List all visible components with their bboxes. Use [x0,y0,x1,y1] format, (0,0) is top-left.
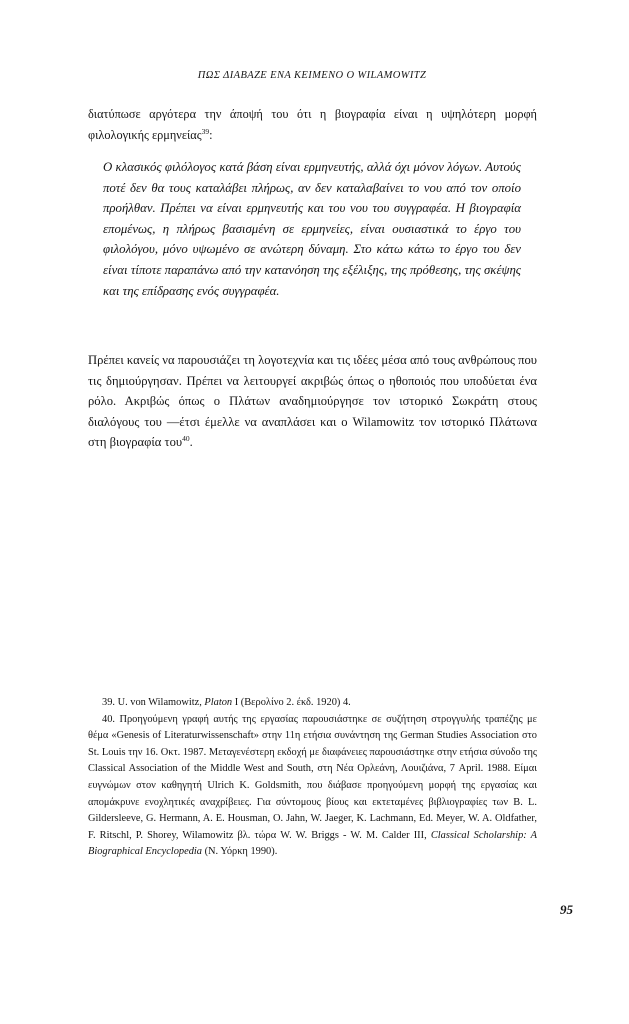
block-quote: Ο κλασικός φιλόλογος κατά βάση είναι ερμηνευτής, αλλά όχι μόνον λόγων. Αυτούς ποτέ δεν θα τους καταλάβει πλήρως, αν δεν καταλαβαίνει το νου από τον οποίο προήλθαν. Πρέπει να είναι ερμηνευτής και του νου του συγγραφέα. Η βιογραφία επομένως, η πλήρως βασισμένη σε ερμηνείες, είναι ουσιαστικά το έργο του φιλολόγου, μόνο υψωμένο σε ανώτερη δύναμη. Στο κάτω κάτω το έργο του δεν είναι τίποτε παραπάνω από την κατανόηση της εξέλιξης, της πρόθεσης, της σκέψης και της επίδρασης ενός συγγραφέα. [103,160,521,298]
fn40-title: Classical Scholarship: A Biographical Encyclopedia [88,829,537,858]
body-paragraph [88,350,537,453]
fn39-rest: I (Βερολίνο 2. έκδ. 1920) 4. [232,697,351,708]
page-number: 95 [560,902,573,917]
intro-end: : [209,127,213,142]
footnote-ref-40: 40 [182,433,190,443]
fn39-title: Platon [204,697,233,708]
footnote-40 [88,712,537,861]
fn40-lead: 40. Προηγούμενη γραφή αυτής της εργασίας παρουσιάστηκε σε συζήτηση στρογγυλής τραπέζης με θέμα «Genesis of Literaturwissenschaft» στην 11η ετήσια συνάντηση της German Studies Association στο St. Louis την 16. Οκτ. 1987. Μεταγενέστερη εκδοχή με διαφάνειες παρουσιάστηκε στην ετήσια σύνοδο της Classical Association of the Middle West and South, στη Νέα Ορλεάνη, Λουιζιάνα, 7 April. 1988. Είμαι ευγνώμων στον καθηγητή Ulrich K. Goldsmith, που διάβασε προηγούμενη μορφή της εργασίας και απομάκρυνε ενοχλητικές αναχρίβειες. Για σύντομους βίους και εκτεταμένες βιβλιογραφίες των B. L. Gildersleeve, G. Hermann, A. E. Housman, O. Jahn, W. Jaeger, K. Lachmann, Ed. Meyer, W. A. Oldfather, F. Ritschl, P. Shorey, Wilamowitz βλ. τώρα W. W. Briggs - W. M. Calder III, [88,713,537,841]
body-end: . [189,435,193,449]
running-head: ΠΩΣ ΔΙΑΒΑΖΕ ΕΝΑ ΚΕΙΜΕΝΟ Ο WILAMOWITZ [197,70,427,81]
footnotes [88,695,537,861]
footnote-ref-39: 39 [201,126,210,136]
intro-text: διατύπωσε αργότερα την άποψή του ότι η βιογραφία είναι η υψηλότερη μορφή φιλολογικής ερμηνείας [88,107,537,142]
intro-paragraph [88,104,537,145]
fn40-rest: (Ν. Υόρκη 1990). [201,846,278,858]
footnote-39 [88,695,537,712]
fn39-lead: 39. U. von Wilamowitz, [102,697,205,708]
body-text: Πρέπει κανείς να παρουσιάζει τη λογοτεχνία και τις ιδέες μέσα από τους ανθρώπους που τις δημιούργησαν. Πρέπει να λειτουργεί ακριβώς όπως ο ηθοποιός που υποδύεται ένα ρόλο. Ακριβώς όπως ο Πλάτων αναδημιούργησε τον ιστορικό Σωκράτη στους διαλόγους του —έτσι έμελλε να αναπλάσει και ο Wilamowitz τον ιστορικό Πλάτωνα στη βιογραφία του [88,353,537,449]
